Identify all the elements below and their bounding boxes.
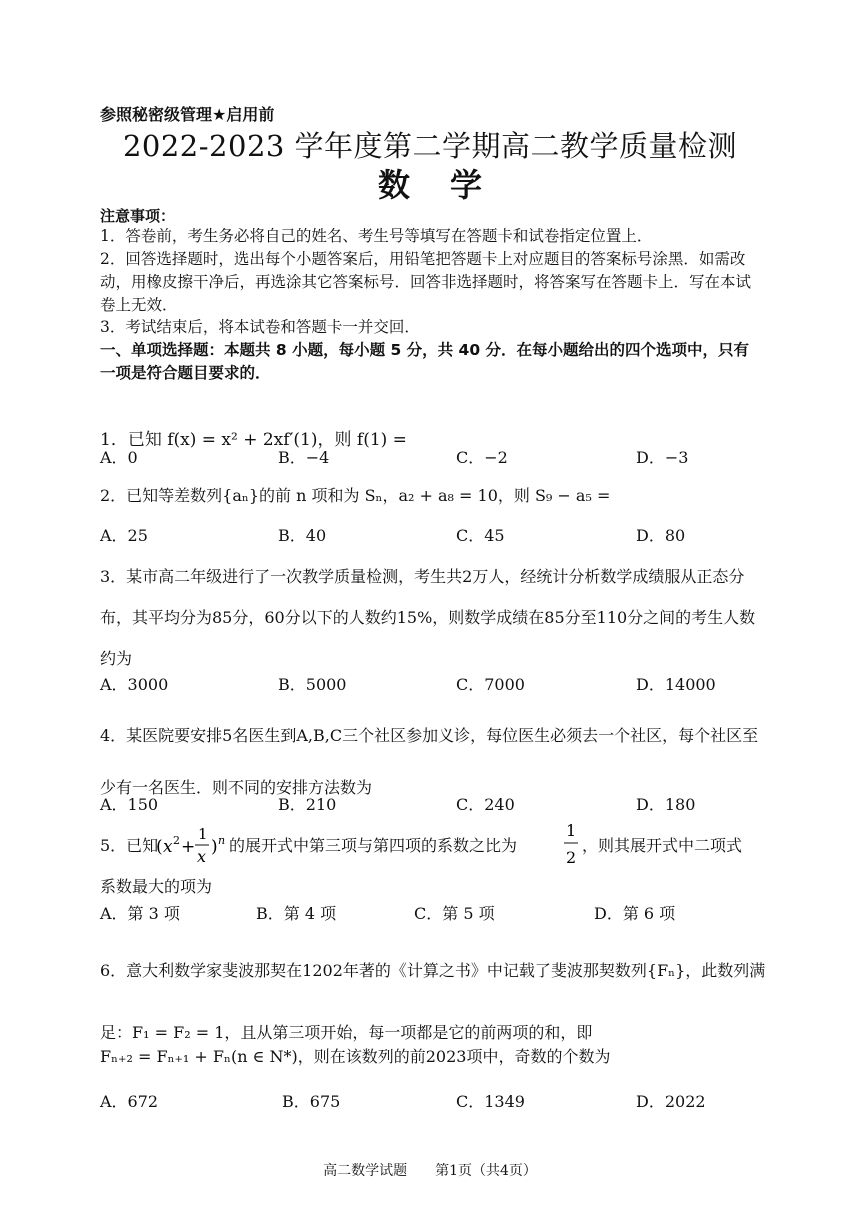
notes-heading: 注意事项： [100, 207, 176, 225]
q5-ratio-fraction [562, 817, 580, 869]
note-item-2: 2．回答选择题时，选出每个小题答案后，用铅笔把答题卡上对应题目的答案标号涂黑．如需改动，用橡皮擦干净后，再选涂其它答案标号．回答非选择题时，将答案写在答题卡上．写在本试卷上无效． [100, 250, 752, 314]
question-5-stem-end-2: 系数最大的项为 [100, 877, 213, 896]
svg-text:): ) [211, 837, 218, 857]
question-2-stem: 2．已知等差数列{aₙ}的前 n 项和为 Sₙ，a₂ + a₈ = 10，则 S₉ − a₅ = [100, 486, 611, 505]
question-1-stem: 1．已知 f(x) = x² + 2xf′(1)，则 f(1) = [100, 430, 407, 450]
section-heading: 一、单项选择题：本题共 8 小题，每小题 5 分，共 40 分．在每小题给出的四个选项中，只有一项是符合题目要求的． [100, 341, 750, 382]
svg-text:n: n [218, 834, 226, 847]
svg-text:(: ( [156, 837, 163, 857]
q1-option-b: B．−4 [278, 448, 330, 467]
q4-option-d: D．180 [636, 795, 696, 814]
note-item-3: 3．考试结束后，将本试卷和答题卡一并交回． [100, 318, 420, 336]
svg-text:x: x [197, 847, 207, 866]
svg-text:x: x [163, 837, 173, 857]
q6-option-a: A．672 [100, 1092, 159, 1111]
q6-option-b: B．675 [282, 1092, 341, 1111]
question-5-stem-start: 5．已知 [100, 836, 159, 855]
q1-option-d: D．−3 [636, 448, 689, 467]
question-6-stem-formula: Fₙ₊₂ = Fₙ₊₁ + Fₙ(n ∈ N*)，则在该数列的前2023项中，奇数的个数为 [100, 1047, 611, 1066]
svg-text:1: 1 [566, 821, 577, 840]
question-5-stem-mid: 的展开式中第三项与第四项的系数之比为 [229, 836, 518, 855]
page-footer: 高二数学试题 第1页（共4页） [323, 1163, 537, 1179]
q3-option-c: C．7000 [456, 675, 525, 694]
q4-option-b: B．210 [278, 795, 337, 814]
svg-text:1: 1 [198, 825, 208, 843]
svg-text:2: 2 [566, 848, 577, 867]
q4-option-a: A．150 [100, 795, 159, 814]
q1-option-c: C．−2 [456, 448, 508, 467]
question-5-stem-end-1: ，则其展开式中二项式 [582, 836, 743, 855]
exam-title: 2022-2023 学年度第二学期高二教学质量检测 [122, 129, 738, 163]
q2-option-a: A．25 [100, 526, 148, 545]
q1-option-a: A．0 [100, 448, 138, 467]
q4-option-c: C．240 [456, 795, 515, 814]
subject-title: 数学 [377, 166, 522, 204]
q6-option-d: D．2022 [636, 1092, 706, 1111]
q2-option-c: C．45 [456, 526, 505, 545]
svg-text:+: + [181, 837, 196, 857]
q3-option-d: D．14000 [636, 675, 716, 694]
q3-option-a: A．3000 [100, 675, 169, 694]
question-6-stem: 6．意大利数学家斐波那契在1202年著的《计算之书》中记载了斐波那契数列{Fₙ}，此数列满足：F₁ = F₂ = 1，且从第三项开始，每一项都是它的前两项的和，即 [100, 961, 766, 1042]
question-4-stem: 4．某医院要安排5名医生到A,B,C三个社区参加义诊，每位医生必须去一个社区，每个社区至少有一名医生．则不同的安排方法数为 [100, 726, 759, 797]
note-item-1: 1．答卷前，考生务必将自己的姓名、考生号等填写在答题卡和试卷指定位置上． [100, 227, 653, 245]
q6-option-c: C．1349 [456, 1092, 525, 1111]
q5-option-a: A．第 3 项 [100, 904, 180, 923]
q3-option-b: B．5000 [278, 675, 347, 694]
svg-text:2: 2 [173, 834, 180, 847]
q5-option-c: C．第 5 项 [414, 904, 495, 923]
q5-option-b: B．第 4 项 [256, 904, 337, 923]
q2-option-d: D．80 [636, 526, 686, 545]
question-3-stem: 3．某市高二年级进行了一次教学质量检测，考生共2万人，经统计分析数学成绩服从正态分布，其平均分为85分，60分以下的人数约15%，则数学成绩在85分至110分之间的考生人数约为 [100, 567, 756, 668]
q5-option-d: D．第 6 项 [594, 904, 676, 923]
q2-option-b: B．40 [278, 526, 327, 545]
confidential-label: 参照秘密级管理★启用前 [100, 105, 275, 124]
